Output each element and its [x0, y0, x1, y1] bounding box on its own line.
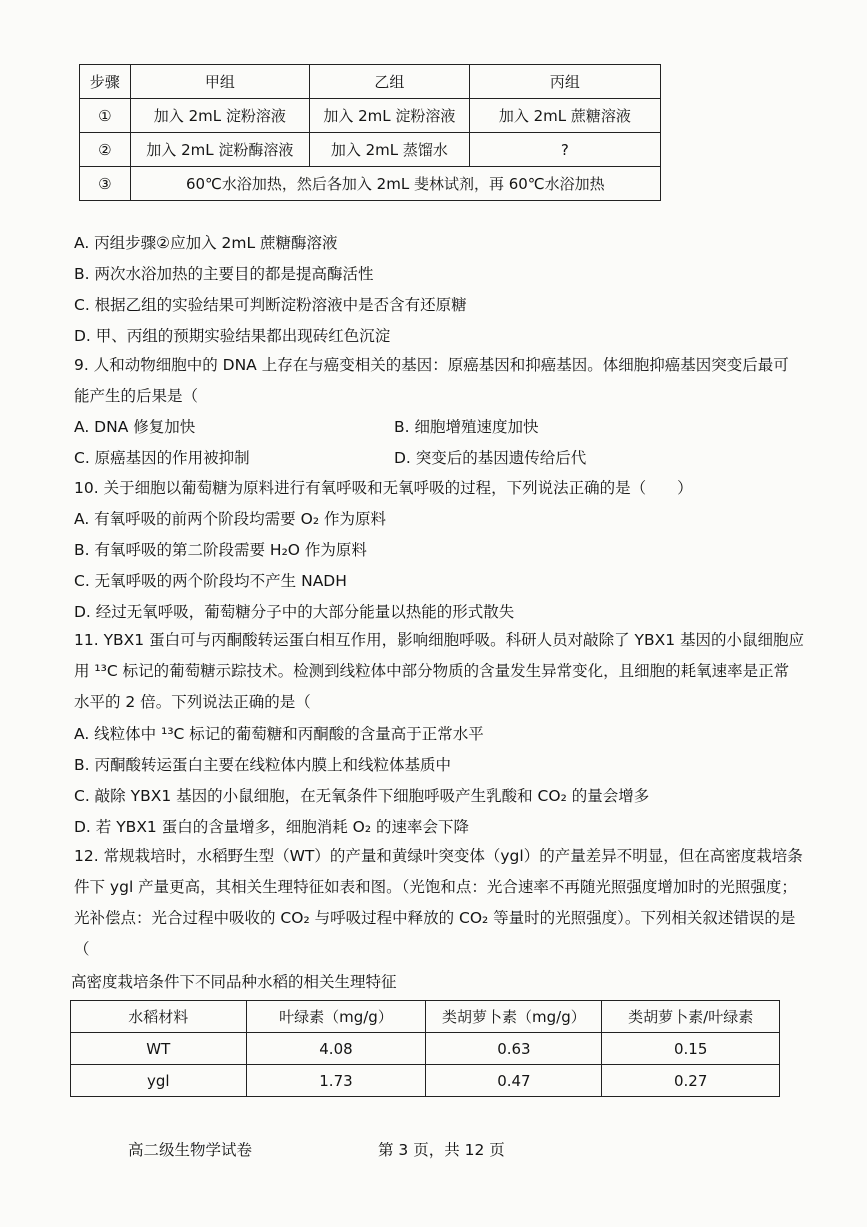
table-cell: 0.63 [426, 1033, 602, 1065]
table-cell: 加入 2mL 淀粉溶液 [130, 99, 309, 133]
q11-stem-line: 水平的 2 倍。下列说法正确的是（ [74, 693, 311, 711]
header-cell: 叶绿素（mg/g） [246, 1001, 426, 1033]
q12-stem-line: 光补偿点：光合过程中吸收的 CO₂ 与呼吸过程中释放的 CO₂ 等量时的光照强度）。下列相关叙述错误的是 [74, 909, 796, 927]
q11-option-d: D. 若 YBX1 蛋白的含量增多，细胞消耗 O₂ 的速率会下降 [74, 818, 469, 836]
table-header-row [71, 1001, 780, 1033]
footer-title: 高二级生物学试卷 [128, 1141, 253, 1159]
q10-option-a: A. 有氧呼吸的前两个阶段均需要 O₂ 作为原料 [74, 510, 386, 528]
table-cell: ③ [80, 167, 131, 201]
header-cell: 步骤 [80, 65, 131, 99]
q9-option-d: D. 突变后的基因遗传给后代 [394, 449, 587, 467]
table-cell: 加入 2mL 淀粉酶溶液 [130, 133, 309, 167]
q10-stem: 10. 关于细胞以葡萄糖为原料进行有氧呼吸和无氧呼吸的过程，下列说法正确的是（ ） [74, 479, 693, 497]
q9-stem-line: 9. 人和动物细胞中的 DNA 上存在与癌变相关的基因：原癌基因和抑癌基因。体细胞抑癌基因突变后最可 [74, 356, 789, 374]
q8-option-d: D. 甲、丙组的预期实验结果都出现砖红色沉淀 [74, 327, 391, 345]
table-cell: 0.27 [602, 1065, 780, 1097]
table-cell: ① [80, 99, 131, 133]
q8-option-a: A. 丙组步骤②应加入 2mL 蔗糖酶溶液 [74, 234, 338, 252]
header-cell: 丙组 [469, 65, 660, 99]
table-cell: 4.08 [246, 1033, 426, 1065]
header-cell: 甲组 [130, 65, 309, 99]
q9-option-b: B. 细胞增殖速度加快 [394, 418, 539, 436]
page-number: 第 3 页，共 12 页 [378, 1141, 505, 1159]
q11-option-c: C. 敲除 YBX1 基因的小鼠细胞，在无氧条件下细胞呼吸产生乳酸和 CO₂ 的量会增多 [74, 787, 650, 805]
q11-stem-line: 用 ¹³C 标记的葡萄糖示踪技术。检测到线粒体中部分物质的含量发生异常变化，且细胞的耗氧速率是正常 [74, 662, 790, 680]
q11-option-a: A. 线粒体中 ¹³C 标记的葡萄糖和丙酮酸的含量高于正常水平 [74, 725, 484, 743]
table-cell: 1.73 [246, 1065, 426, 1097]
experiment-steps-table [79, 64, 661, 201]
table-cell: 0.15 [602, 1033, 780, 1065]
header-cell: 水稻材料 [71, 1001, 247, 1033]
table-row [80, 133, 661, 167]
table-cell: 0.47 [426, 1065, 602, 1097]
table-header-row [80, 65, 661, 99]
q10-option-b: B. 有氧呼吸的第二阶段需要 H₂O 作为原料 [74, 541, 367, 559]
q9-stem-line: 能产生的后果是（ [74, 387, 199, 405]
q8-option-b: B. 两次水浴加热的主要目的都是提高酶活性 [74, 265, 374, 283]
table-cell: ygl [71, 1065, 247, 1097]
table-cell: 加入 2mL 淀粉溶液 [310, 99, 470, 133]
q12-stem-line: （ [74, 940, 90, 958]
table-cell: 加入 2mL 蒸馏水 [310, 133, 470, 167]
q12-stem-line: 12. 常规栽培时，水稻野生型（WT）的产量和黄绿叶突变体（ygl）的产量差异不明显，但在高密度栽培条 [74, 847, 803, 865]
q9-option-c: C. 原癌基因的作用被抑制 [74, 449, 250, 467]
table-row [80, 167, 661, 201]
q9-option-a: A. DNA 修复加快 [74, 418, 196, 436]
table-row [71, 1065, 780, 1097]
header-cell: 类胡萝卜素（mg/g） [426, 1001, 602, 1033]
table-cell-merged: 60℃水浴加热，然后各加入 2mL 斐林试剂，再 60℃水浴加热 [130, 167, 660, 201]
q10-option-d: D. 经过无氧呼吸，葡萄糖分子中的大部分能量以热能的形式散失 [74, 603, 515, 621]
header-cell: 乙组 [310, 65, 470, 99]
rice-physiology-table [70, 1000, 780, 1097]
table-cell: WT [71, 1033, 247, 1065]
q11-stem-line: 11. YBX1 蛋白可与丙酮酸转运蛋白相互作用，影响细胞呼吸。科研人员对敲除了 YBX1 基因的小鼠细胞应 [74, 631, 805, 649]
header-cell: 类胡萝卜素/叶绿素 [602, 1001, 780, 1033]
q12-stem-line: 件下 ygl 产量更高，其相关生理特征如表和图。（光饱和点：光合速率不再随光照强度增加时的光照强度； [74, 878, 797, 896]
table-row [71, 1033, 780, 1065]
table-cell: 加入 2mL 蔗糖溶液 [469, 99, 660, 133]
table-cell: ② [80, 133, 131, 167]
q8-option-c: C. 根据乙组的实验结果可判断淀粉溶液中是否含有还原糖 [74, 296, 467, 314]
table-row [80, 99, 661, 133]
table-cell: ? [469, 133, 660, 167]
q11-option-b: B. 丙酮酸转运蛋白主要在线粒体内膜上和线粒体基质中 [74, 756, 451, 774]
q10-option-c: C. 无氧呼吸的两个阶段均不产生 NADH [74, 572, 347, 590]
table-caption: 高密度栽培条件下不同品种水稻的相关生理特征 [71, 973, 397, 991]
